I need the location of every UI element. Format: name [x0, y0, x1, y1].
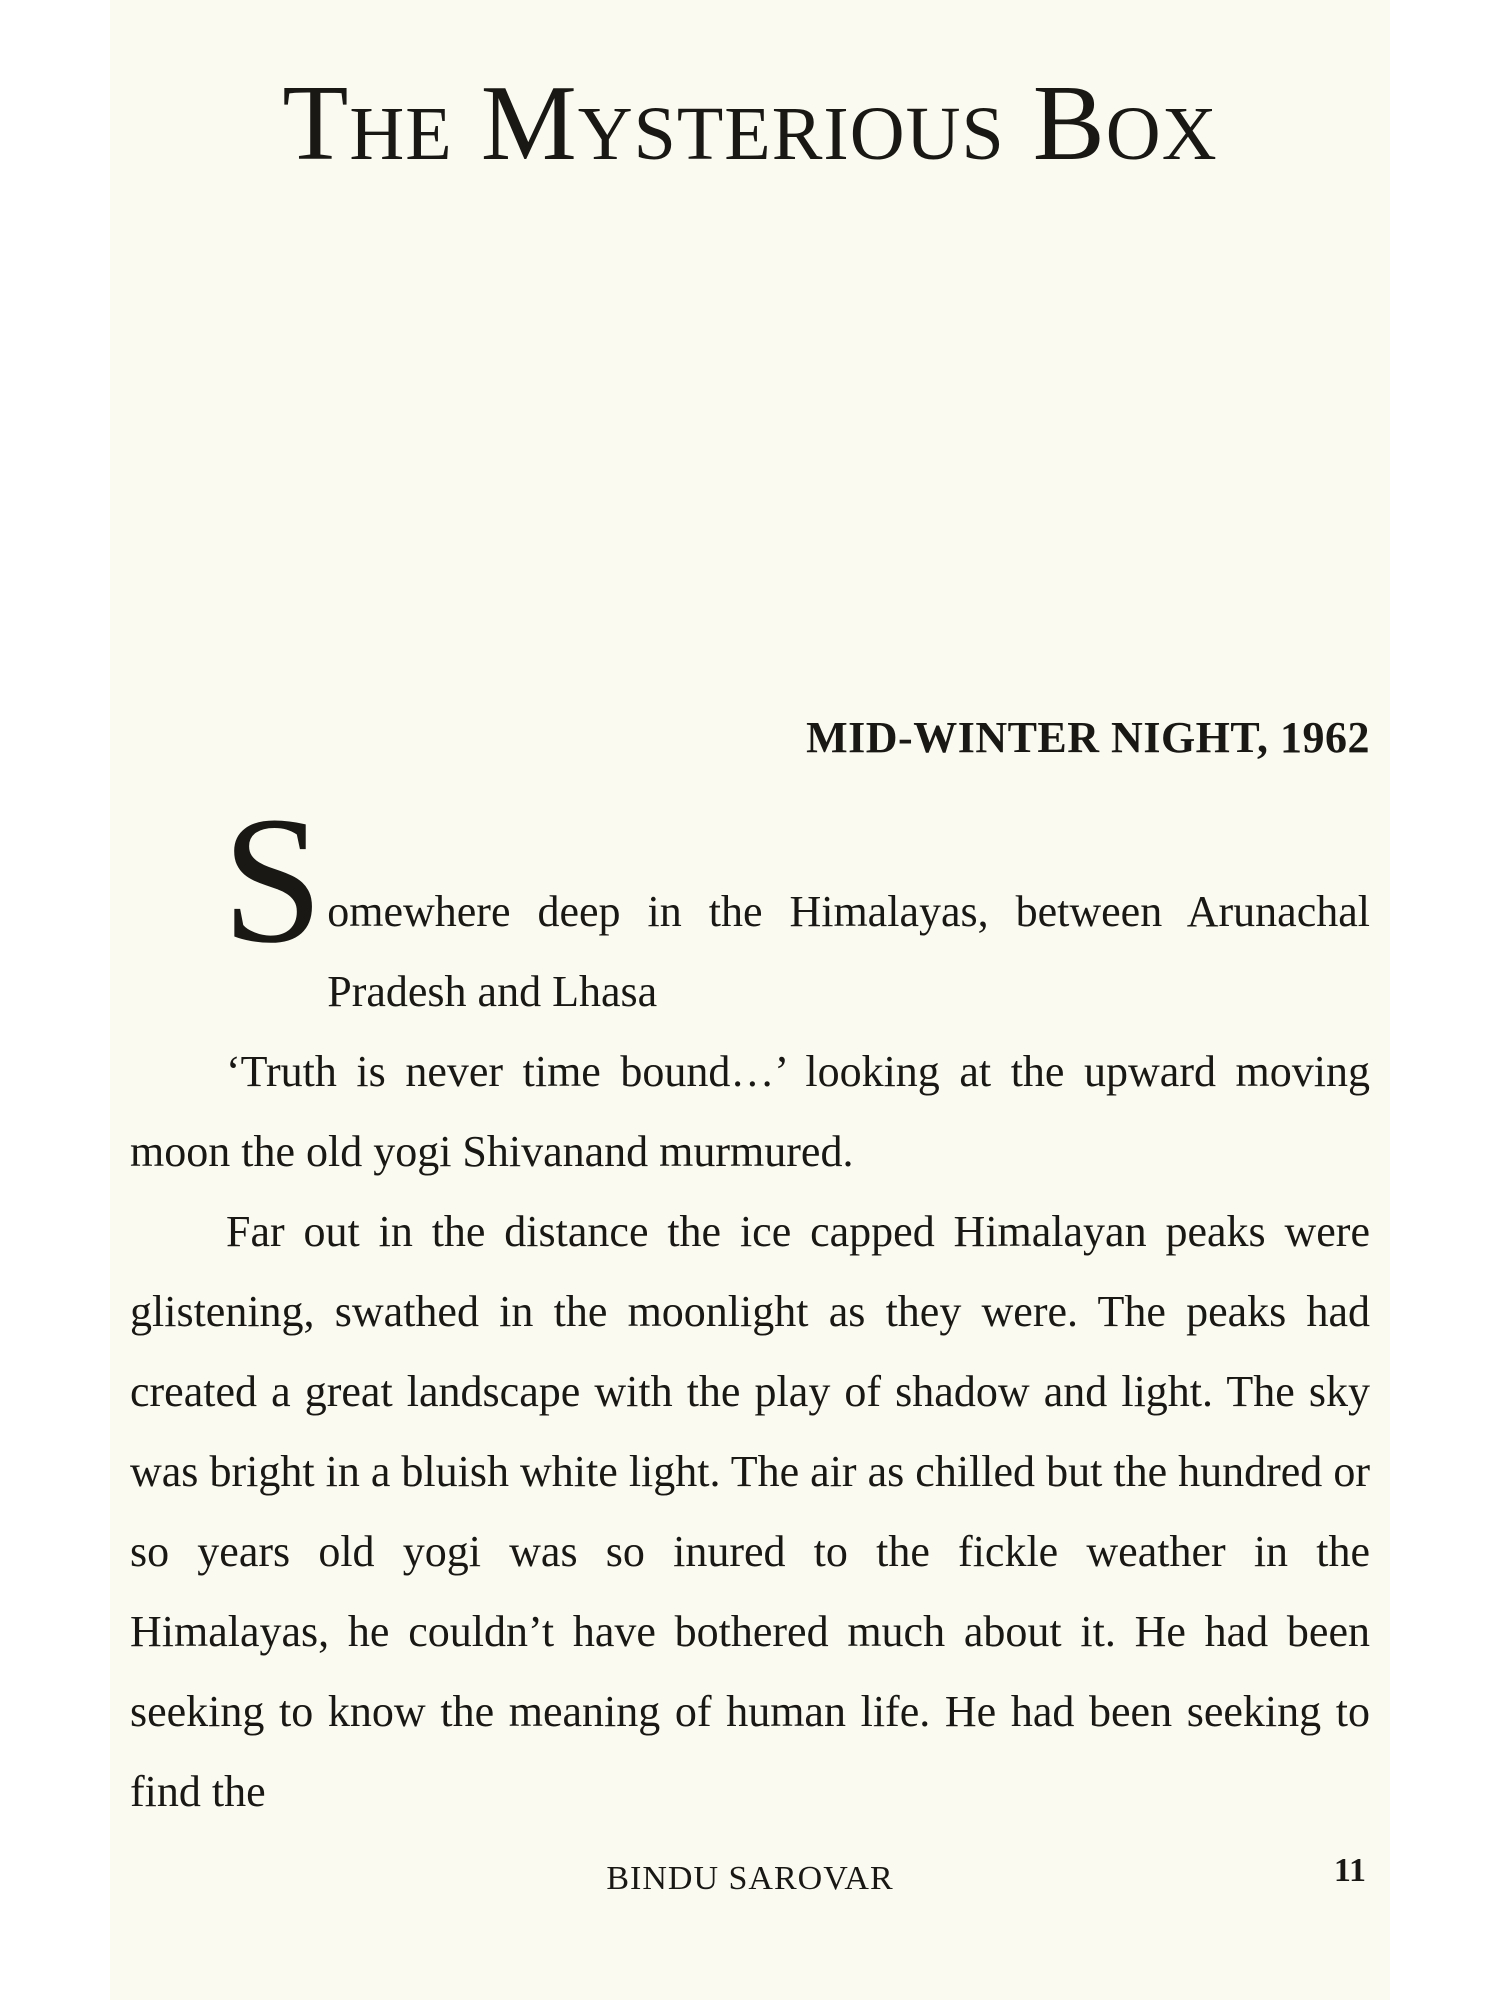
chapter-title: The Mysterious Box: [282, 64, 1218, 183]
body-text: [130, 780, 1370, 1832]
drop-cap: S: [222, 780, 324, 981]
paragraph-1-text: omewhere deep in the Himalayas, between Arunachal Pradesh and Lhasa: [327, 887, 1370, 1016]
paragraph-2: ‘Truth is never time bound…’ looking at the upward moving moon the old yogi Shivanand murmured.: [130, 1047, 1370, 1176]
paragraph-1: [130, 780, 1370, 1032]
chapter-dateline: MID-WINTER NIGHT, 1962: [806, 713, 1370, 762]
page-number: 11: [1333, 1852, 1366, 1889]
running-footer-title: BINDU SAROVAR: [606, 1860, 894, 1897]
paragraph-3: Far out in the distance the ice capped Himalayan peaks were glistening, swathed in the moonlight as they were. The peaks had created a great landscape with the play of shadow and light. The sky was bright in a bluish white light. The air as chilled but the hundred or so years old yogi was so inured to the fickle weather in the Himalayas, he couldn’t have bothered much about it. He had been seeking to know the meaning of human life. He had been seeking to find the: [130, 1207, 1370, 1816]
book-page: [110, 0, 1390, 2000]
